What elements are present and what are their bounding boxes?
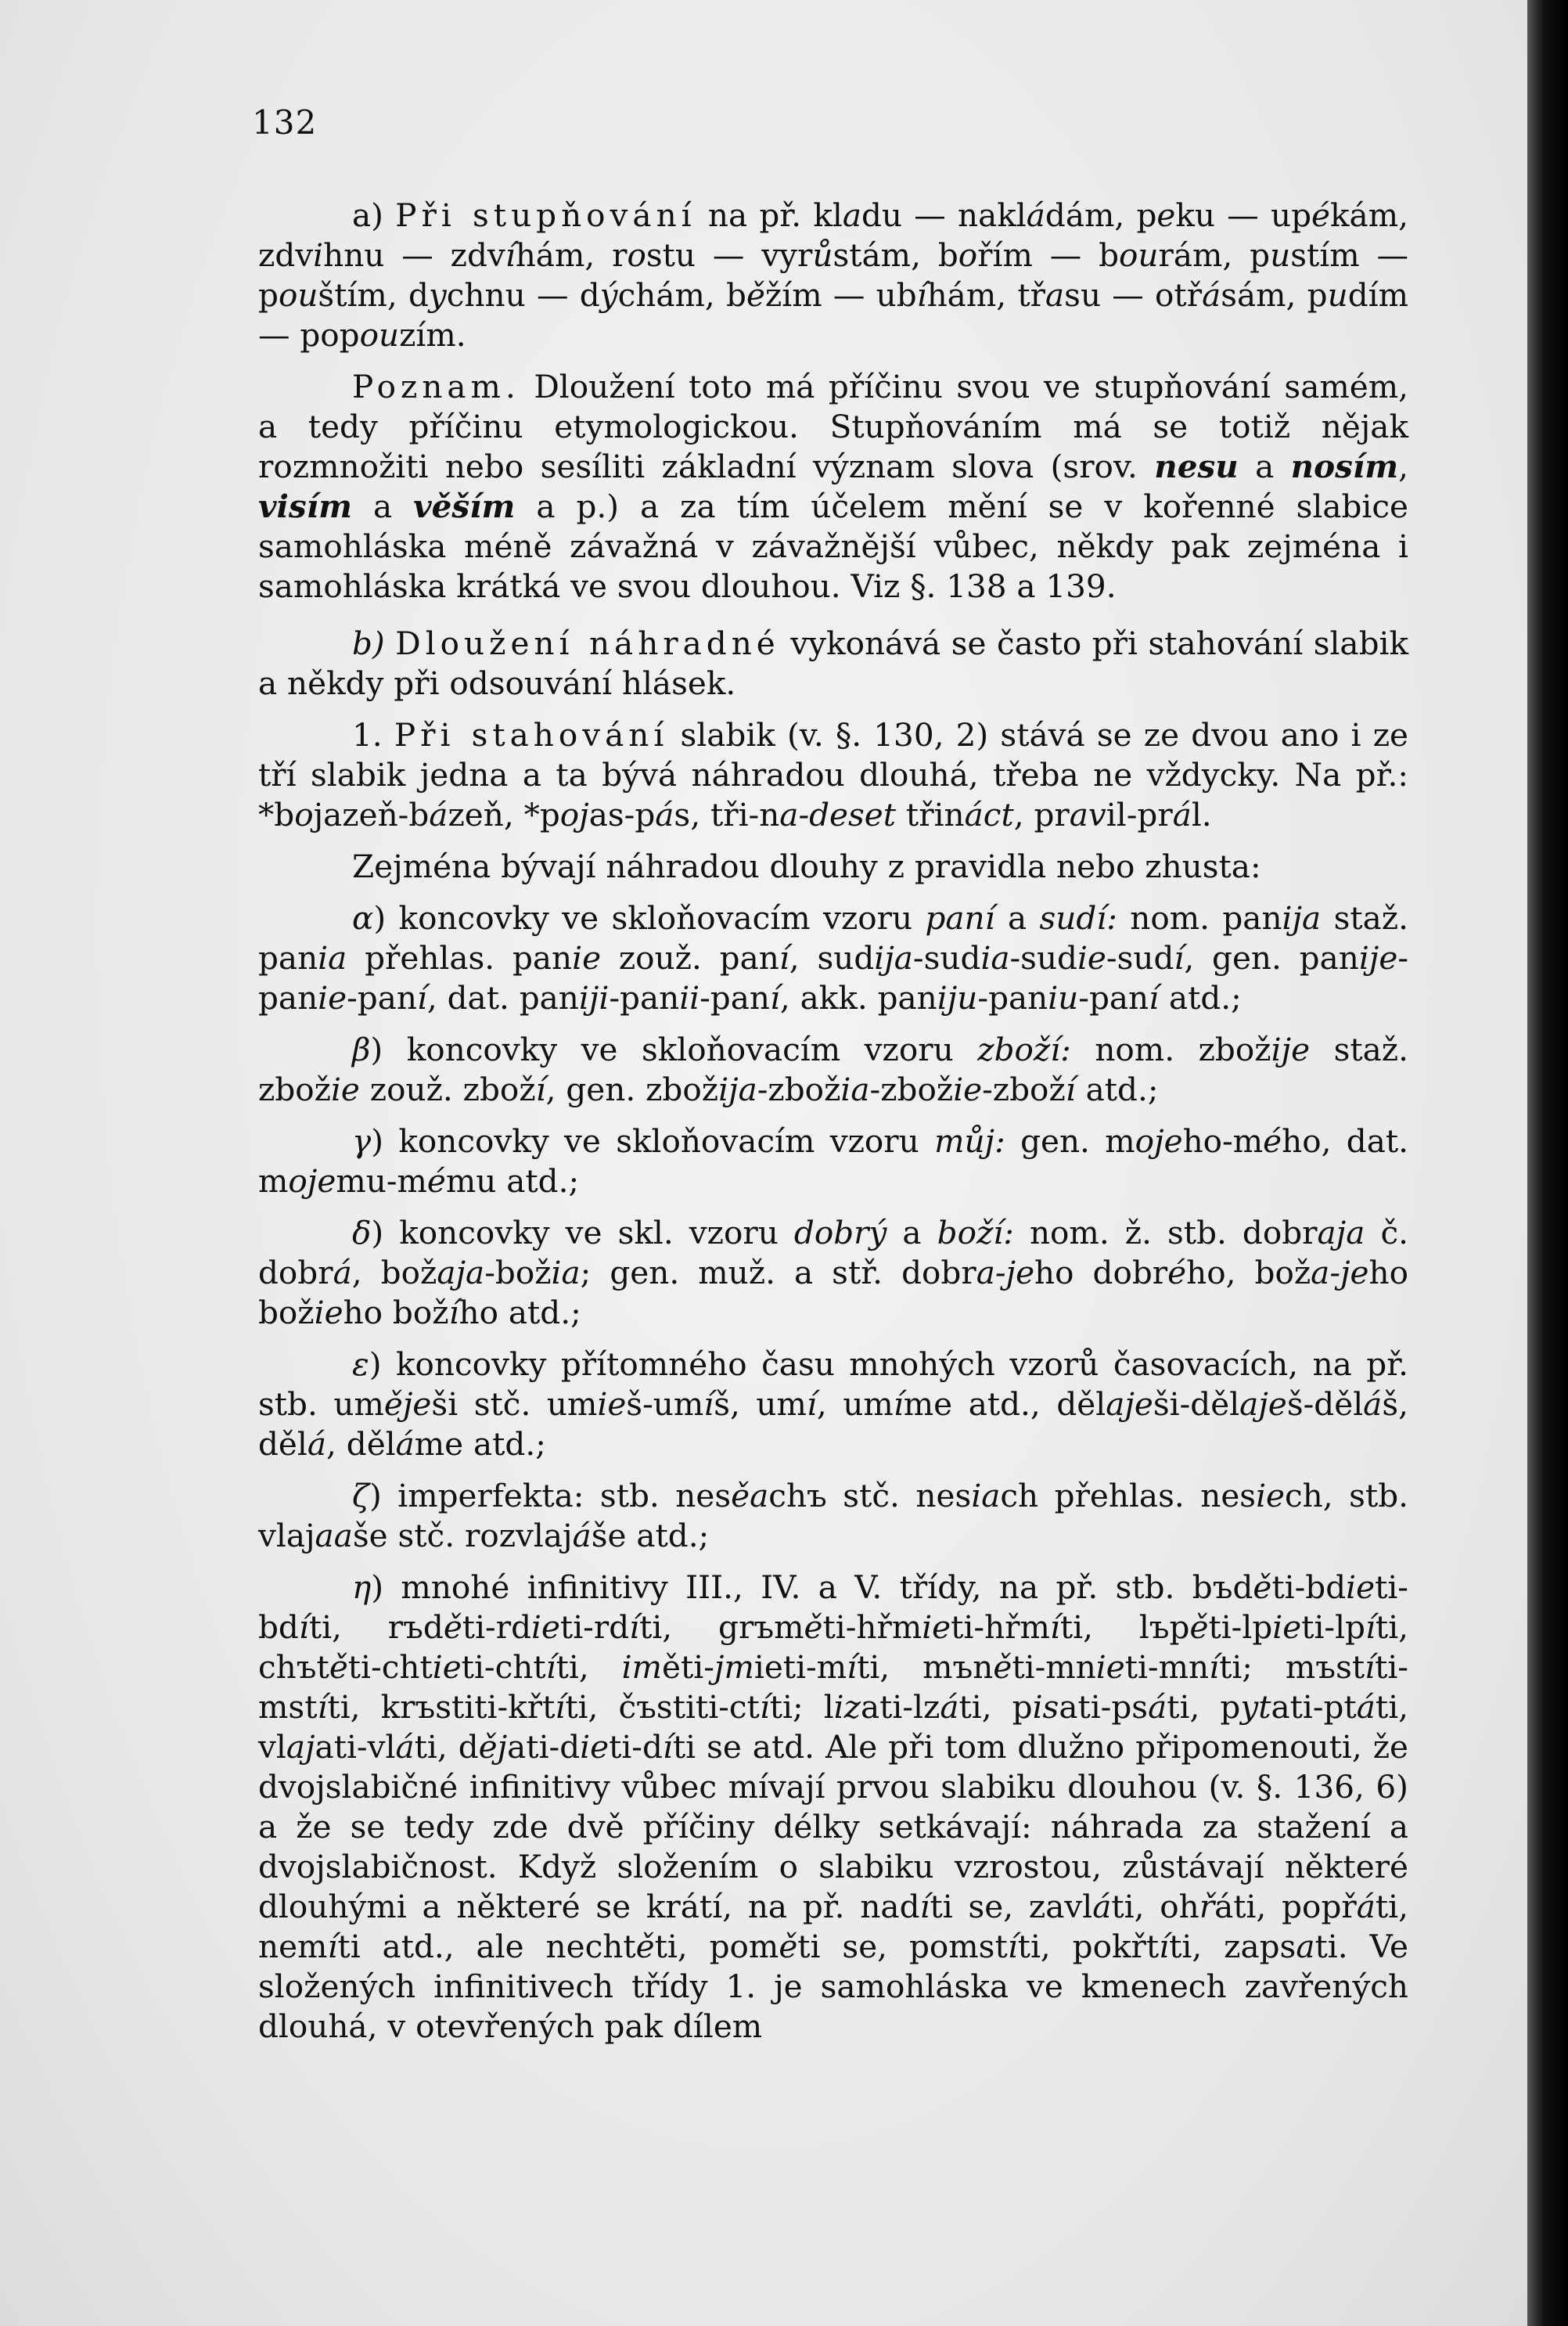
paragraph-alpha: α) koncovky ve skloňovacím vzoru paní a sudí: nom. panija staž. pania přehlas. panie zouž. paní, sudija-sudia-sudie-sudí, gen. panije-panie-paní, dat. paniji-panii-paní, akk. paniju-paniu-paní atd.; xyxy=(258,899,1408,1017)
paragraph-a: a) Při stupňování na př. kladu — nakládám, peku — upékám, zdvihnu — zdvíhám, rostu — vyrůstám, bořím — bourám, pustím — pouštím, dychnu — dýchám, běžím — ubíhám, třasu — otřásám, pudím — popouzím. xyxy=(258,196,1409,354)
page-text xyxy=(258,196,1408,2058)
paragraph-b1: 1. Při stahování slabik (v. §. 130, 2) stává se ze dvou ano i ze tří slabik jedna a ta bývá náhradou dlouhá, třeba ne vždycky. Na př.: *bojazeň-bázeň, *pojas-pás, tři-na-deset třináct, pravil-prál. xyxy=(258,716,1409,834)
paragraph-beta: β) koncovky ve skloňovacím vzoru zboží: nom. zbožije staž. zbožie zouž. zboží, gen. zbožija-zbožia-zbožie-zboží atd.; xyxy=(258,1031,1408,1108)
paragraph-eta: η) mnohé infinitivy III., IV. a V. třídy, na př. stb. bъděti-bdieti-bdíti, rъděti-rdieti-rdíti, grъměti-hřmieti-hřmíti, lъpěti-lpieti-lpíti, chъtěti-chtieti-chtíti, iměti-jmieti-míti, mъněti-mnieti-mníti; mъstíti-mstíti, krъstiti-křtíti, čъstiti-ctíti; lizati-lzáti, pisati-psáti, pytati-ptáti, vlajati-vláti, dějati-dieti-díti se atd. Ale při tom dlužno připomenouti, že dvojslabičné infinitivy vůbec mívají prvou slabiku dlouhou (v. §. 136, 6) a že se tedy zde dvě příčiny délky setkávají: náhrada za stažení a dvojslabičnost. Když složením o slabiku vzrostou, zůstávají některé dlouhými a některé se krátí, na př. nadíti se, zavláti, ohřáti, popřáti, nemíti atd., ale nechtěti, poměti se, pomstíti, pokřtíti, zapsati. Ve složených infinitivech třídy 1. je samohláska ve kmenech zavřených dlouhá, v otevřených pak dílem xyxy=(258,1568,1409,2045)
paragraph-note: Poznam. Dloužení toto má příčinu svou ve stupňování samém, a tedy příčinu etymologickou. Stupňováním má se totiž nějak rozmnožiti nebo sesíliti základní význam slova (srov. nesu a nosím, visím a věším a p.) a za tím účelem mění se v kořenné slabice samohláska méně závažná v závažnější vůbec, někdy pak zejména i samohláska krátká ve svou dlouhou. Viz §. 138 a 139. xyxy=(258,368,1408,605)
page-number: 132 xyxy=(252,103,318,142)
book-edge xyxy=(1527,0,1568,2326)
paragraph-gamma: γ) koncovky ve skloňovacím vzoru můj: gen. mojeho-mého, dat. mojemu-mému atd.; xyxy=(258,1122,1408,1200)
paragraph-b: b) Dloužení náhradné vykonává se často při stahování slabik a někdy při odsouvání hlásek. xyxy=(258,625,1408,702)
paragraph-epsilon: ε) koncovky přítomného času mnohých vzorů časovacích, na př. stb. uměješi stč. umieš-umíš, umí, umíme atd., dělaješi-dělaješ-děláš, dělá, děláme atd.; xyxy=(258,1345,1408,1463)
paragraph-z: Zejména bývají náhradou dlouhy z pravidla nebo zhusta: xyxy=(352,848,1261,885)
paragraph-zeta: ζ) imperfekta: stb. nesěachъ stč. nesiach přehlas. nesiech, stb. vlajaaše stč. rozvlajáše atd.; xyxy=(258,1477,1409,1554)
paragraph-delta: δ) koncovky ve skl. vzoru dobrý a boží: nom. ž. stb. dobraja č. dobrá, božaja-božia; gen. muž. a stř. dobra-jeho dobrého, boža-jeho božieho božího atd.; xyxy=(258,1214,1409,1331)
